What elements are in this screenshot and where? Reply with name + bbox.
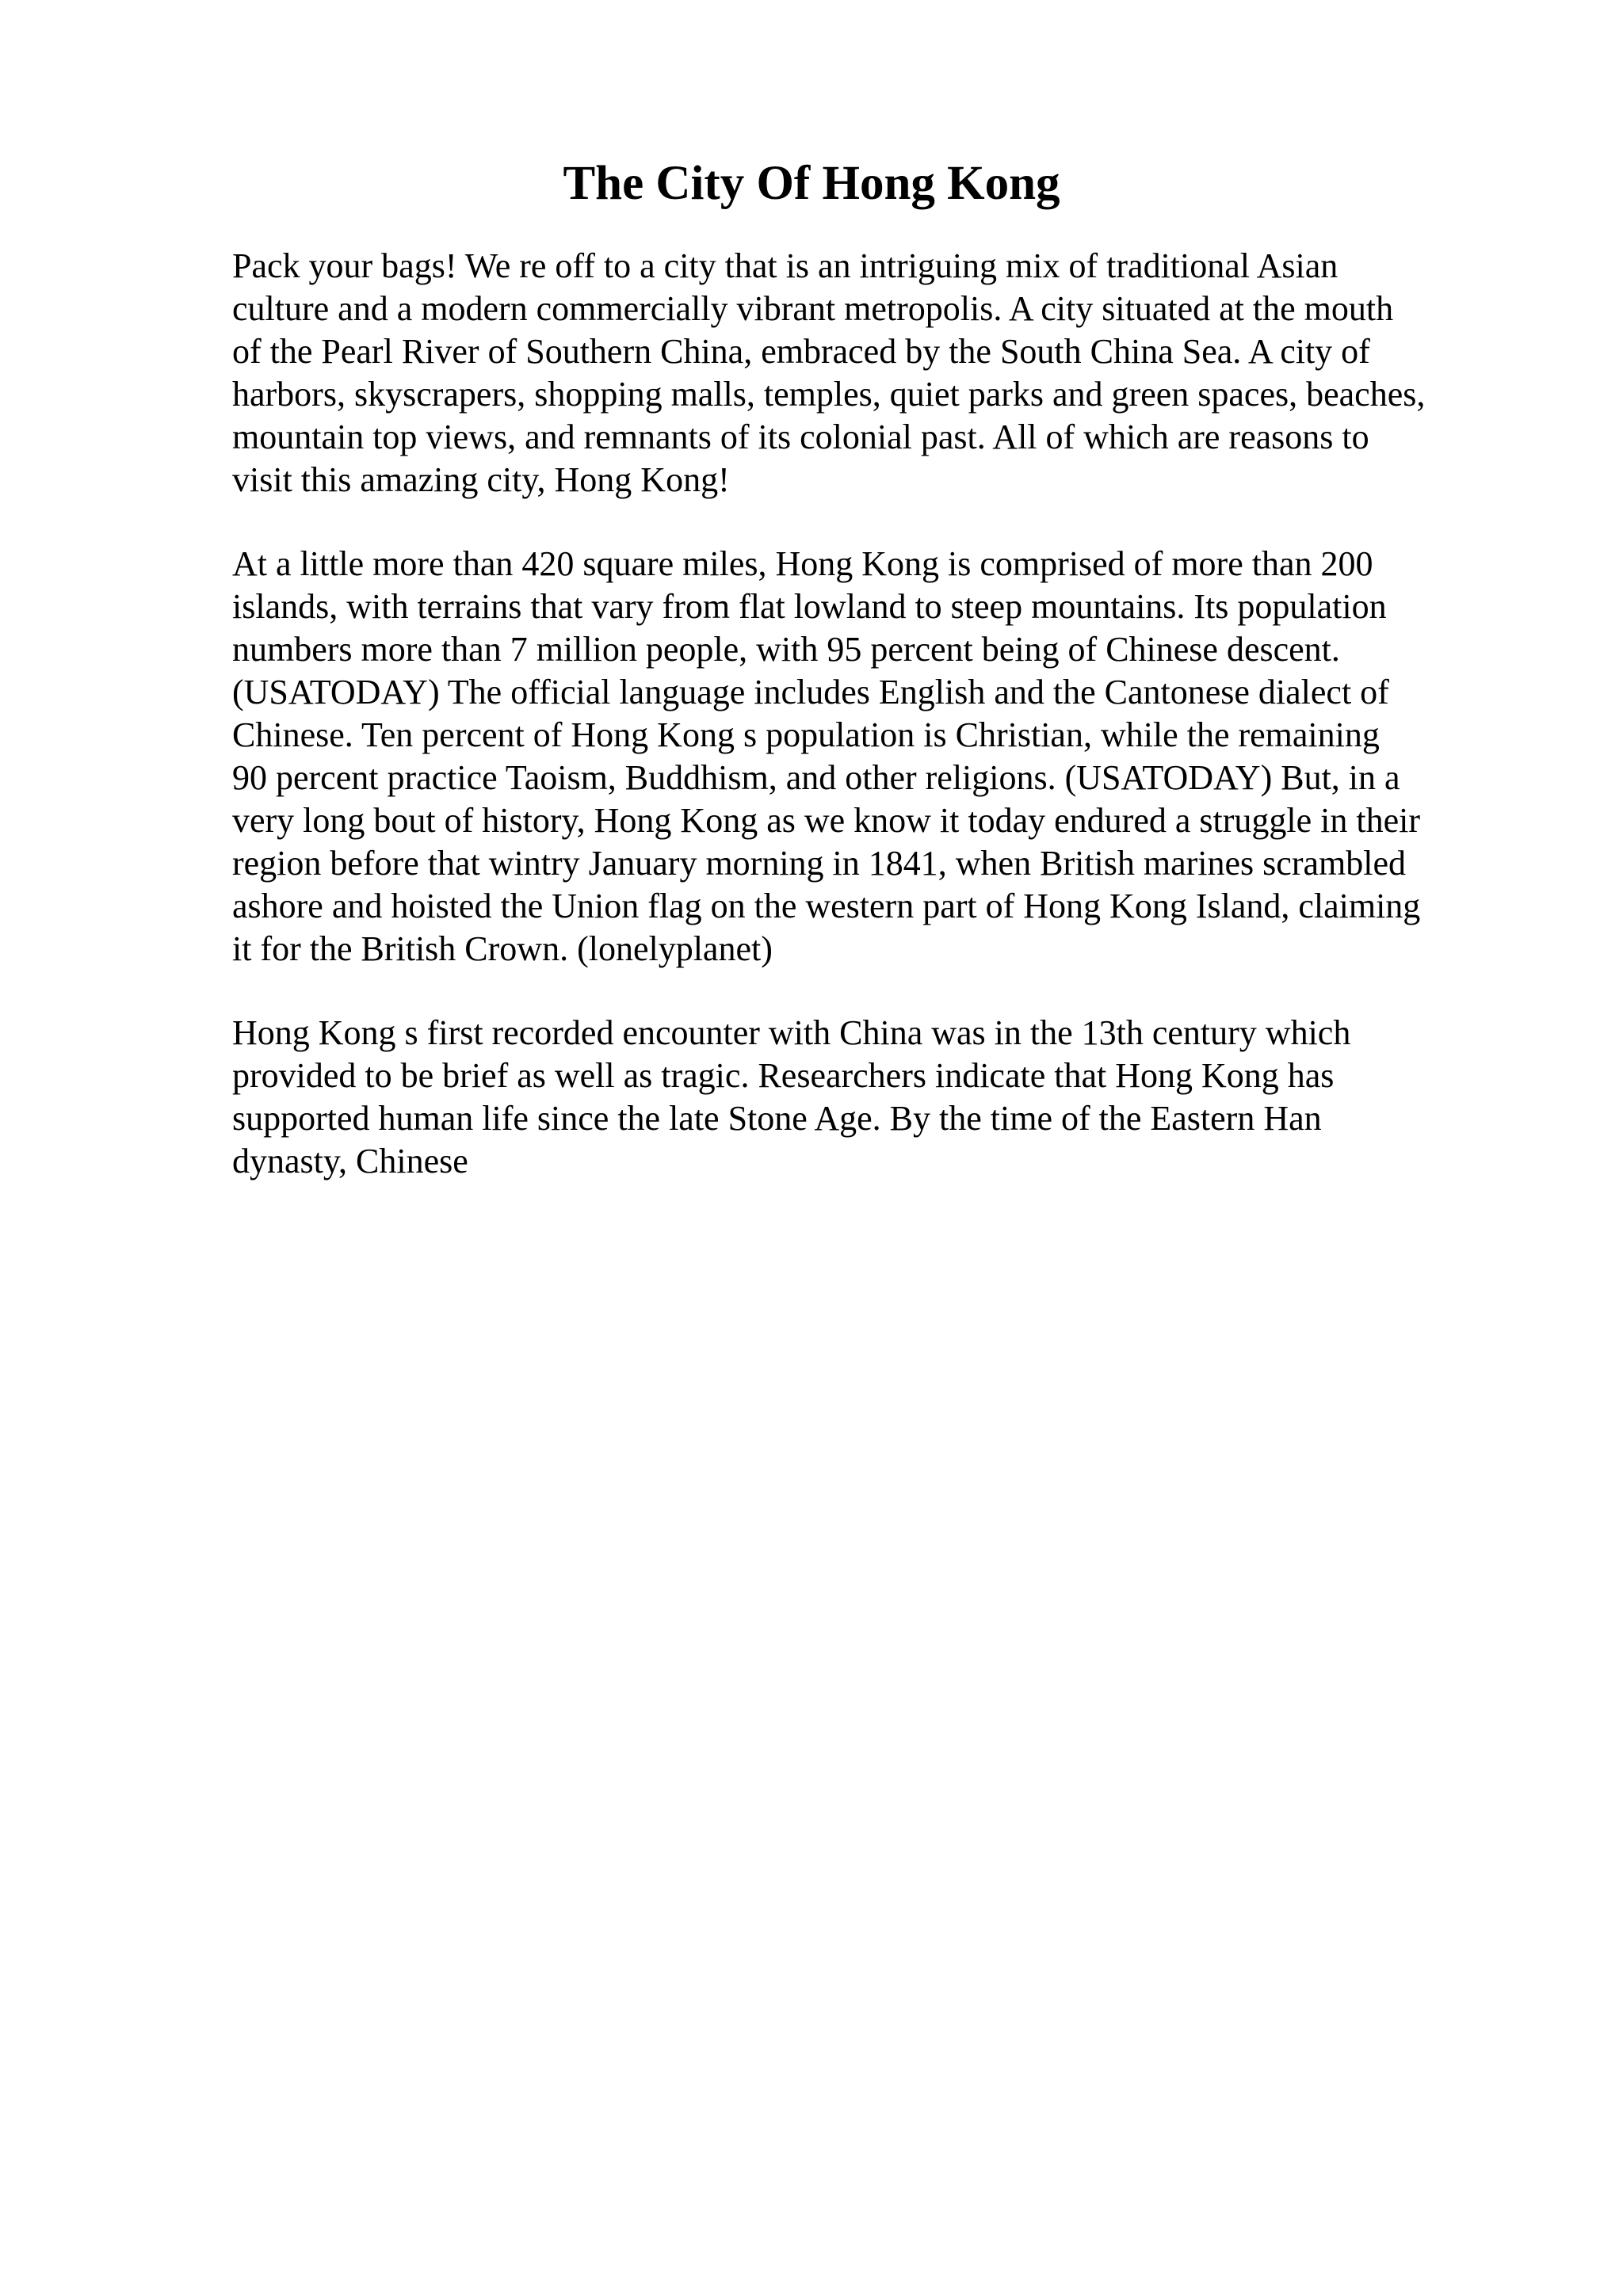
text-line: region before that wintry January morning in 1841, when British marines scrambled [232,844,1406,883]
text-line: supported human life since the late Stone Age. By the time of the Eastern Han [232,1099,1322,1138]
text-line: dynasty, Chinese [232,1142,468,1180]
text-line: At a little more than 420 square miles, Hong Kong is comprised of more than 200 [232,544,1373,583]
text-line: culture and a modern commercially vibrant metropolis. A city situated at the mouth [232,289,1394,328]
paragraph-intro [232,245,1532,502]
text-line: it for the British Crown. (lonelyplanet) [232,929,773,968]
paragraph-early-history [232,1012,1532,1183]
text-line: Hong Kong s first recorded encounter with China was in the 13th century which [232,1013,1351,1052]
text-line: of the Pearl River of Southern China, embraced by the South China Sea. A city of [232,332,1370,371]
text-line: islands, with terrains that vary from flat lowland to steep mountains. Its population [232,587,1387,626]
document-body [232,245,1532,1224]
text-line: ashore and hoisted the Union flag on the western part of Hong Kong Island, claiming [232,887,1421,925]
text-line: (USATODAY) The official language includes English and the Cantonese dialect of [232,673,1389,711]
text-line: visit this amazing city, Hong Kong! [232,460,730,499]
text-line: provided to be brief as well as tragic. Researchers indicate that Hong Kong has [232,1056,1335,1095]
text-line: harbors, skyscrapers, shopping malls, temples, quiet parks and green spaces, beaches, [232,375,1426,414]
paragraph-geography-history [232,543,1532,971]
text-line: Chinese. Ten percent of Hong Kong s population is Christian, while the remaining [232,715,1380,754]
text-line: 90 percent practice Taoism, Buddhism, and other religions. (USATODAY) But, in a [232,758,1400,797]
text-line: numbers more than 7 million people, with 95 percent being of Chinese descent. [232,630,1340,669]
text-line: mountain top views, and remnants of its colonial past. All of which are reasons to [232,418,1369,456]
document-title: The City Of Hong Kong [563,157,1060,210]
text-line: Pack your bags! We re off to a city that is an intriguing mix of traditional Asian [232,246,1338,285]
text-line: very long bout of history, Hong Kong as we know it today endured a struggle in their [232,801,1420,840]
